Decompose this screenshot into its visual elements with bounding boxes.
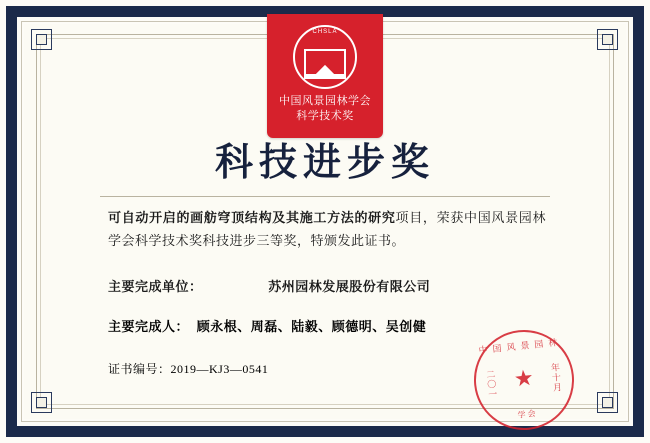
main-people-label: 主要完成人： [108,319,190,334]
emblem-ring-icon [293,25,357,89]
award-paragraph-tail: 项目，荣获中国风景园林学会科学技术奖科技进步三等奖，特颁发此证书。 [108,210,546,248]
corner-inner-square [36,34,47,45]
corner-inner-square [36,397,47,408]
corner-ornament-bottom-right [595,390,621,416]
seal-left-text: 二〇一 [484,369,498,400]
page-title: 科技进步奖 [214,142,435,184]
certificate-serial: 证书编号：2019—KJ3—0541 [108,362,269,376]
title-divider [100,196,550,197]
society-emblem [267,14,383,138]
seal-right-text: 年十月 [549,362,563,394]
emblem-text-line2: 科学技术奖 [296,110,354,122]
corner-inner-square [602,34,613,45]
star-icon: ★ [512,364,535,392]
corner-inner-square [602,397,613,408]
emblem-text-line1: 中国风景园林学会 [279,95,371,107]
corner-ornament-top-right [595,27,621,53]
mountain-water-icon [304,49,346,79]
main-unit-label: 主要完成单位： [108,279,203,294]
main-unit-value: 苏州园林发展股份有限公司 [268,279,431,294]
emblem-ring-label: CHSLA [312,29,338,35]
corner-ornament-bottom-left [29,390,55,416]
main-people-row [108,316,546,338]
water-line-shape [306,74,344,79]
seal-top-text: 中国风景园林 [478,336,563,356]
corner-ornament-top-left [29,27,55,53]
certificate-body [108,206,546,298]
award-project-name: 可自动开启的画舫穹顶结构及其施工方法的研究 [108,210,396,225]
award-paragraph [108,206,546,252]
seal-bottom-text: 学会 [517,408,539,420]
main-people-value: 顾永根、周磊、陆毅、顾德明、吴创健 [196,319,427,334]
main-unit-row [108,276,546,298]
